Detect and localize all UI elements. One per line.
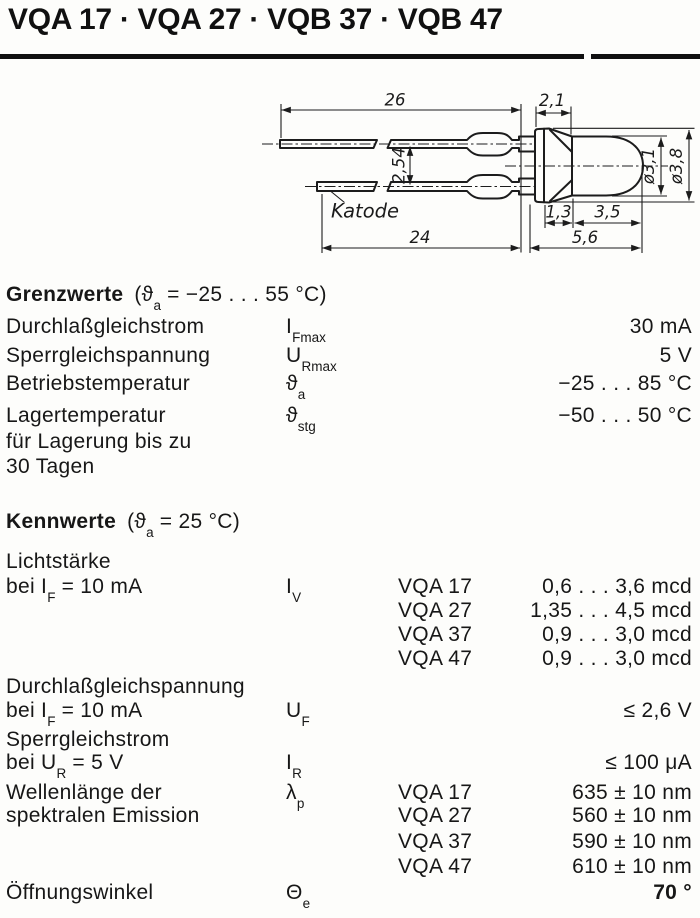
page-title: VQA 17 · VQA 27 · VQB 37 · VQB 47 [8,3,503,36]
dim-label-body-step: 2,1 [538,91,566,110]
variant-type: VQA 47 [398,855,473,878]
variant-type: VQA 17 [398,575,473,598]
table-row [0,675,700,702]
variant-row [0,855,700,882]
param-name-line3: 30 Tagen [6,455,95,478]
variant-value: 0,9 . . . 3,0 mcd [542,647,692,670]
variant-row [0,830,700,857]
param-value: −25 . . . 85 °C [558,372,692,395]
param-name: Lichtstärke [6,550,111,573]
param-symbol: $ϑ_{stg}$ [286,404,316,435]
variant-row [0,647,700,674]
variant-row [0,623,700,650]
dim-label-flange-front: 1,3 [545,202,572,222]
param-symbol: $I_{Fmax}$ [286,315,326,346]
param-symbol: $\Theta_e$ [286,881,311,912]
table-row [0,404,700,435]
table-row [0,550,700,577]
param-symbol: $ϑ_a$ [286,372,306,403]
table-row [0,344,700,375]
variant-value: 610 ± 10 nm [572,855,692,878]
param-value: ≤ 100 μA [605,751,692,774]
param-condition: bei $U_R = 5$ V [6,751,124,782]
param-name-line2: für Lagerung bis zu [6,430,192,453]
param-symbol: $U_F$ [286,699,310,730]
dim-label-flange-diameter: ø3,8 [667,147,686,185]
variant-value: 635 ± 10 nm [572,781,692,804]
cathode-label: Katode [331,199,399,223]
section-heading: Grenzwerte ($ϑ_a = -25$ . . . 55 °C) [6,283,327,314]
variant-value: 590 ± 10 nm [572,830,692,853]
param-name: Sperrgleichspannung [6,344,211,367]
variant-type: VQA 37 [398,830,473,853]
param-value: ≤ 2,6 V [623,699,692,722]
table-row [0,881,700,912]
section-heading: Kennwerte ($ϑ_a = 25$ °C) [6,510,241,541]
param-name: Wellenlänge der [6,781,162,804]
param-name-line2: spektralen Emission [6,804,200,827]
param-symbol: $I_R$ [286,751,302,782]
variant-value: 0,6 . . . 3,6 mcd [542,575,692,598]
param-condition: bei $I_F = 10$ mA [6,699,143,730]
dim-label-body-length: 5,6 [571,228,599,247]
title-divider [0,54,700,59]
variant-value: 0,9 . . . 3,0 mcd [542,623,692,646]
table-row-continuation [0,455,700,482]
param-value: 5 V [659,344,692,367]
table-row [0,751,700,782]
param-name: Sperrgleichstrom [6,728,170,751]
variant-type: VQA 27 [398,599,473,622]
param-value: 70 ° [653,881,692,904]
kennwerte-heading-row [0,510,700,541]
param-value: 30 mA [629,315,692,338]
param-name: Betriebstemperatur [6,372,190,395]
param-condition: bei $I_F = 10$ mA [6,575,143,606]
dim-label-lead-pitch: 2,54 [389,147,409,184]
led-dimension-drawing [0,80,700,275]
dim-label-dome-length: 3,5 [594,202,621,222]
table-row-continuation [0,430,700,457]
dimension-lines [282,110,690,248]
param-name: Öffnungswinkel [6,881,154,904]
param-name: Durchlaßgleichstrom [6,315,205,338]
variant-row [0,599,700,626]
variant-type: VQA 17 [398,781,473,804]
param-name: Durchlaßgleichspannung [6,675,245,698]
center-lines [262,144,668,187]
variant-type: VQA 47 [398,647,473,670]
table-row [0,315,700,346]
dim-label-dome-diameter: ø3,1 [639,147,658,185]
table-row-continuation [0,804,700,831]
dim-label-lead-top-length: 26 [384,90,406,110]
param-symbol: $I_V$ [286,575,302,606]
variant-value: 560 ± 10 nm [572,804,692,827]
extension-lines [281,104,695,253]
table-row [0,372,700,403]
variant-type: VQA 37 [398,623,473,646]
param-name: Lagertemperatur [6,404,166,427]
param-value: −50 . . . 50 °C [558,404,692,427]
param-symbol: $\lambda_p$ [286,781,305,812]
variant-type: VQA 27 [398,804,473,827]
grenzwerte-heading-row [0,283,700,314]
dim-label-lead-bottom-length: 24 [409,228,431,247]
table-row [0,575,700,606]
variant-value: 1,35 . . . 4,5 mcd [530,599,692,622]
param-symbol: $U_{Rmax}$ [286,344,337,375]
table-row [0,699,700,730]
